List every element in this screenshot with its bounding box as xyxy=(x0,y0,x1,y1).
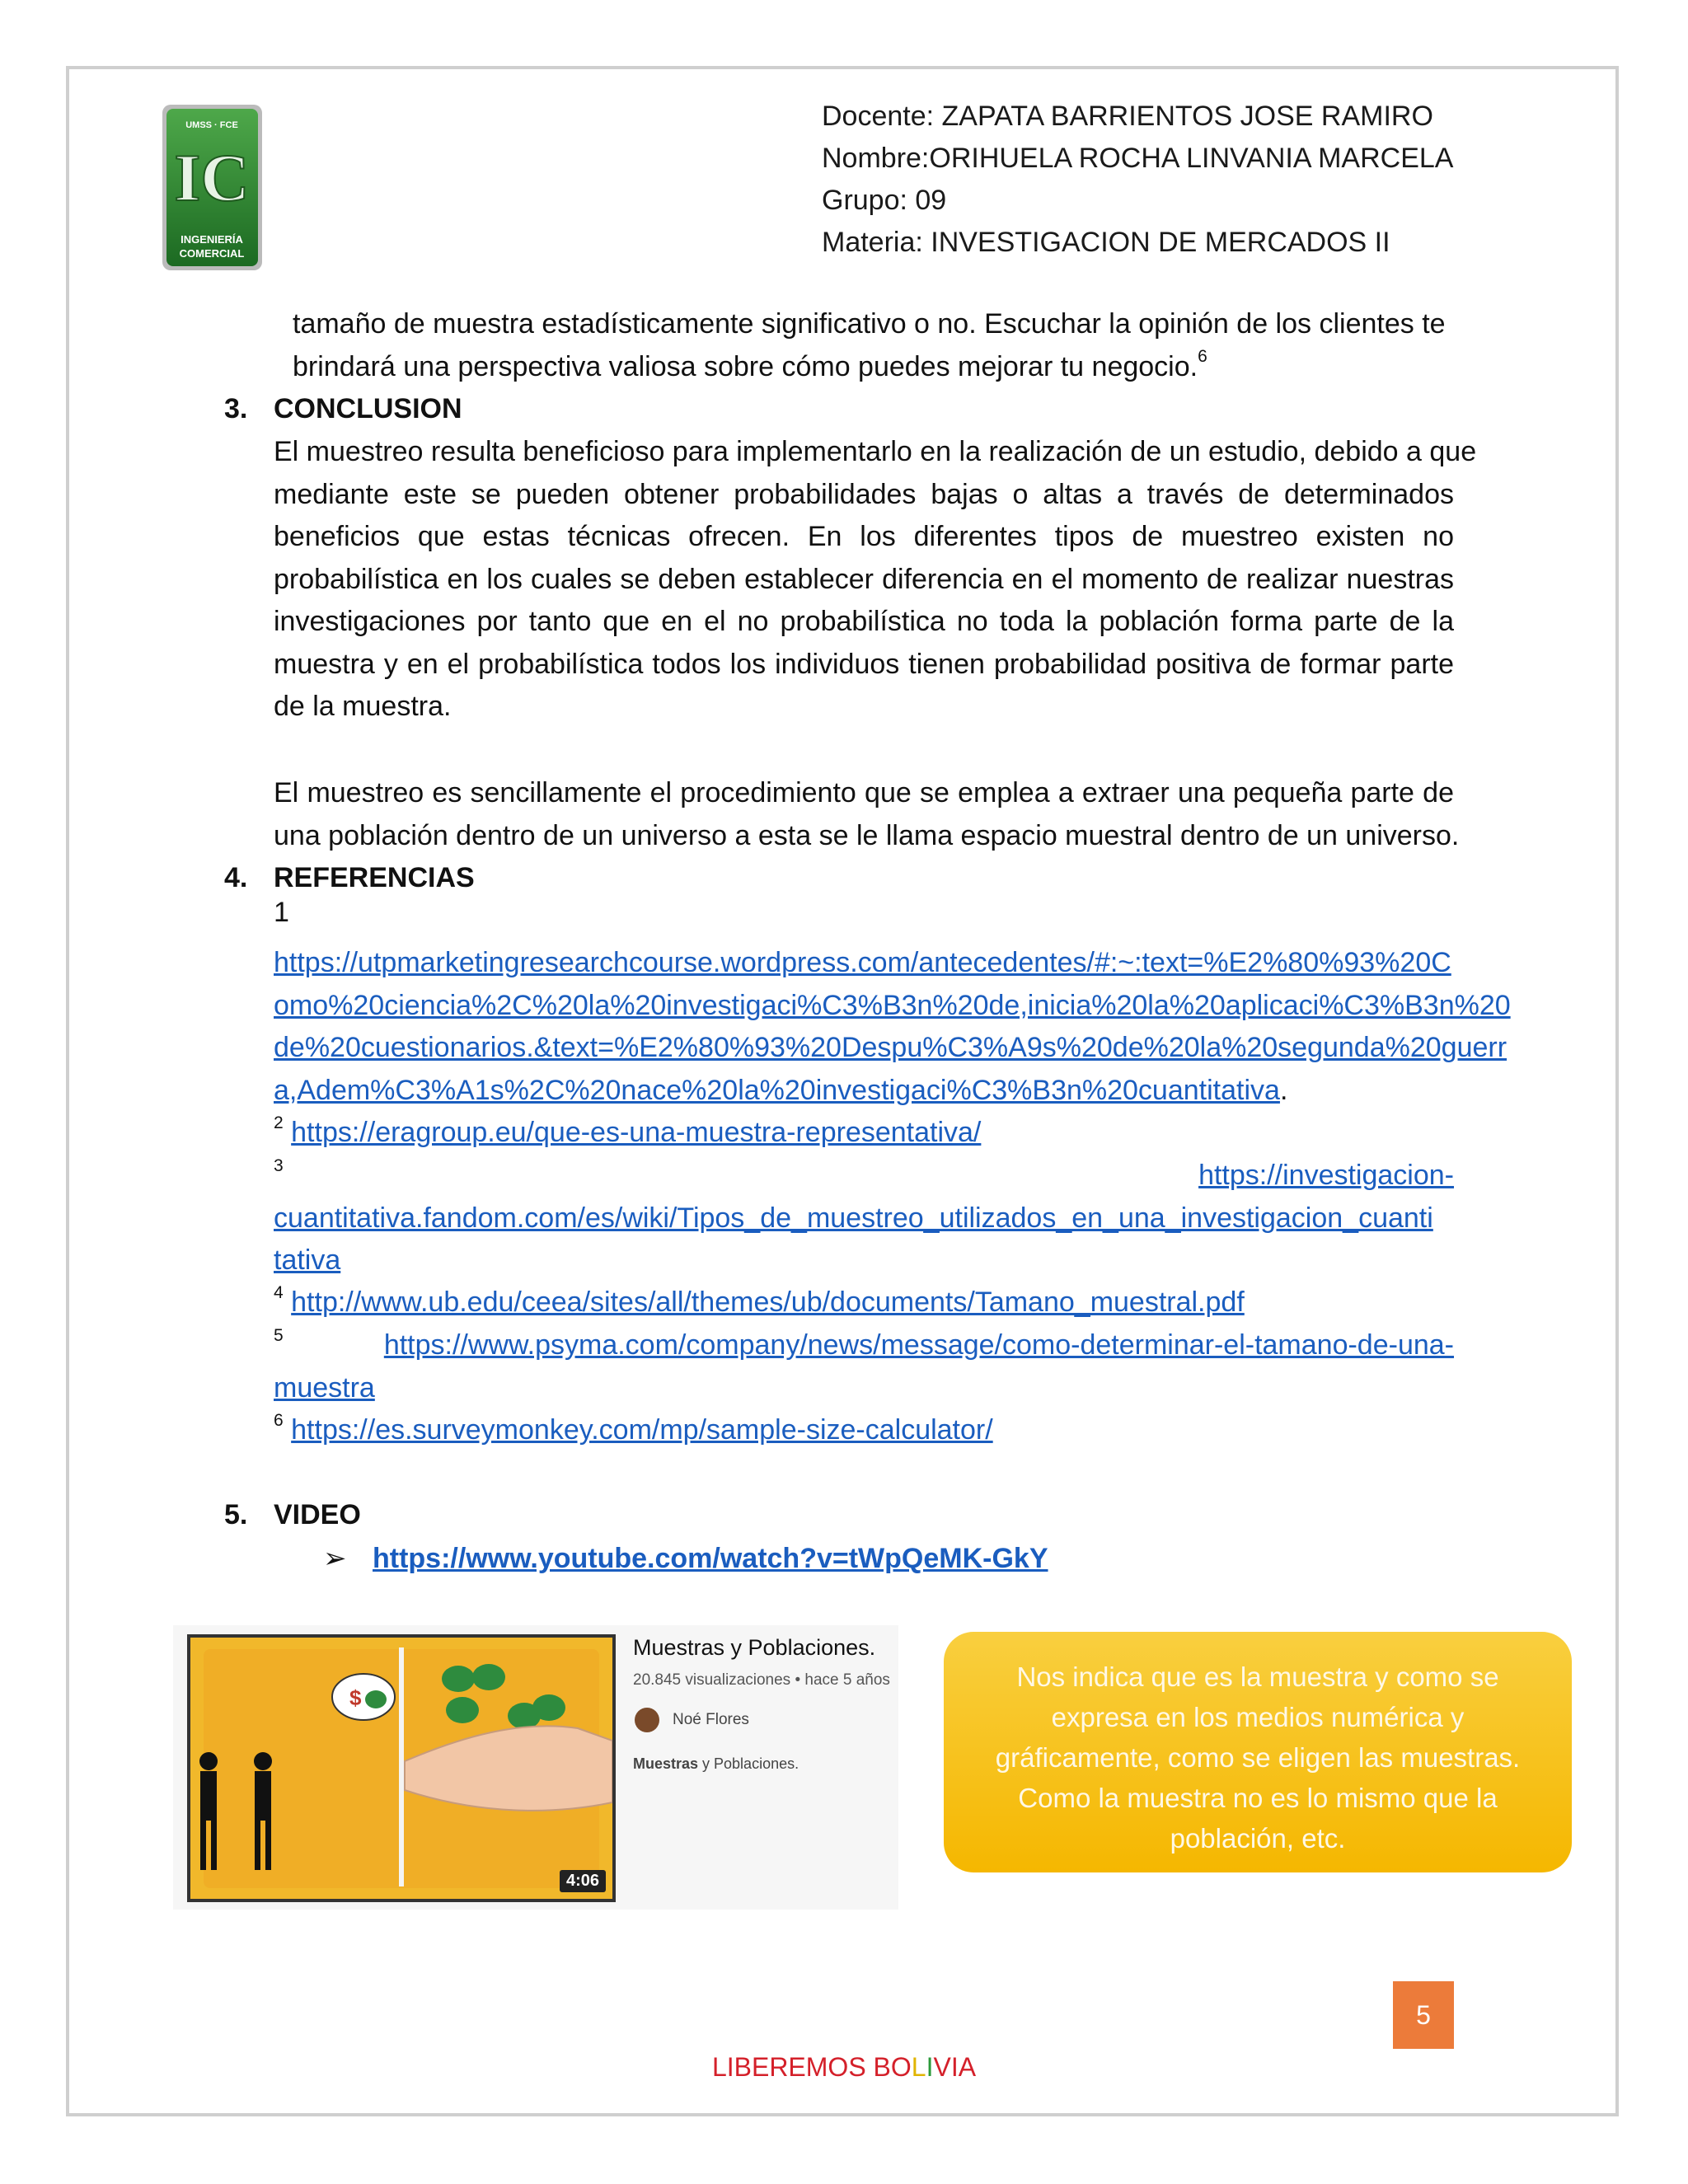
video-description xyxy=(633,1755,799,1773)
footer-part: L xyxy=(911,2052,926,2082)
video-description-bold: Muestras xyxy=(633,1755,699,1772)
ref-2-number: 2 xyxy=(274,1113,284,1132)
section-number: 5. xyxy=(224,1499,248,1530)
conclusion-paragraph-2 xyxy=(274,772,1460,857)
ref-1-link-line[interactable]: a,Adem%C3%A1s%2C%20nace%20la%20investigaci%C3%B3n%20cuantitativa xyxy=(274,1074,1280,1106)
ingenieria-comercial-logo xyxy=(161,103,264,272)
video-link-item xyxy=(323,1538,1048,1580)
ref-1-number: 1 xyxy=(274,897,289,928)
conclusion-p1-line: beneficios que estas técnicas ofrecen. En los diferentes tipos de muestreo existen no xyxy=(274,521,1454,552)
section-title: VIDEO xyxy=(274,1499,361,1530)
section-conclusion-heading xyxy=(224,388,462,430)
ref-2-link[interactable]: https://eragroup.eu/que-es-una-muestra-representativa/ xyxy=(291,1117,982,1148)
logo-bottom-text-1: INGENIERÍA xyxy=(181,233,243,246)
section-title: CONCLUSION xyxy=(274,393,462,424)
ref-1-trail: . xyxy=(1279,1074,1288,1106)
header-docente: Docente: ZAPATA BARRIENTOS JOSE RAMIRO xyxy=(822,101,1433,132)
ref-2 xyxy=(274,1112,1454,1155)
arrow-bullet-icon: ➢ xyxy=(323,1543,347,1574)
section-title: REFERENCIAS xyxy=(274,862,475,893)
footer-slogan xyxy=(0,2052,1688,2083)
ref-3-link-line[interactable]: https://investigacion- xyxy=(1198,1160,1454,1191)
channel-name[interactable]: Noé Flores xyxy=(673,1711,749,1728)
ref-6 xyxy=(274,1409,1454,1452)
intro-line-2: brindará una perspectiva valiosa sobre cómo puedes mejorar tu negocio. xyxy=(293,350,1198,382)
ref-1 xyxy=(274,942,1511,1112)
conclusion-p2-line: El muestreo es sencillamente el procedimiento que se emplea a extraer una pequeña parte de xyxy=(274,777,1454,808)
video-duration: 4:06 xyxy=(560,1870,606,1892)
video-meta: 20.845 visualizaciones • hace 5 años xyxy=(633,1671,890,1689)
video-thumbnail[interactable] xyxy=(187,1634,616,1902)
ref-3-number: 3 xyxy=(274,1155,284,1175)
header-nombre: Nombre:ORIHUELA ROCHA LINVANIA MARCELA xyxy=(822,143,1454,174)
section-referencias-heading xyxy=(224,857,475,899)
intro-line-1: tamaño de muestra estadísticamente significativo o no. Escuchar la opinión de los clientes te xyxy=(293,308,1446,340)
ref-6-link[interactable]: https://es.surveymonkey.com/mp/sample-size-calculator/ xyxy=(291,1414,993,1446)
thumbnail-illustration xyxy=(190,1638,612,1899)
logo-top-text: UMSS · FCE xyxy=(185,120,238,130)
channel-avatar[interactable] xyxy=(635,1708,659,1732)
ref-5-link-line[interactable]: muestra xyxy=(274,1371,375,1404)
conclusion-paragraph-1 xyxy=(274,431,1477,729)
ref-1-link-line[interactable]: de%20cuestionarios.&text=%E2%80%93%20Despu%C3%A9s%20de%20la%20segunda%20guerr xyxy=(274,1032,1507,1063)
ref-3-link-line[interactable]: tativa xyxy=(274,1244,341,1276)
ref-4-link[interactable]: http://www.ub.edu/ceea/sites/all/themes/ub/documents/Tamano_muestral.pdf xyxy=(291,1286,1245,1318)
footer-part: I xyxy=(926,2052,934,2082)
logo-letters: IC xyxy=(174,140,250,215)
logo-bottom-text-2: COMERCIAL xyxy=(179,247,245,260)
conclusion-p1-line: muestra y en el probabilística todos los individuos tienen probabilidad positiva de formar parte xyxy=(274,648,1454,680)
ref-3 xyxy=(274,1155,1454,1282)
ref-5-link-line[interactable]: https://www.psyma.com/company/news/message/como-determinar-el-tamano-de-una- xyxy=(383,1329,1454,1361)
ref-5-number: 5 xyxy=(274,1325,284,1345)
ref-5 xyxy=(274,1324,1454,1409)
ref-1-link-line[interactable]: https://utpmarketingresearchcourse.wordpress.com/antecedentes/#:~:text=%E2%80%93%20C xyxy=(274,947,1451,978)
intro-footnote-ref[interactable]: 6 xyxy=(1198,347,1207,367)
section-video-heading xyxy=(224,1494,361,1536)
video-title[interactable]: Muestras y Poblaciones. xyxy=(633,1635,876,1660)
conclusion-p1-line: mediante este se pueden obtener probabilidades bajas o altas a través de determinados xyxy=(274,478,1454,510)
ref-4 xyxy=(274,1282,1454,1324)
conclusion-p1-line: probabilística en los cuales se deben establecer diferencia en el momento de realizar nuestras xyxy=(274,563,1454,595)
intro-paragraph xyxy=(293,303,1455,388)
video-summary-callout: Nos indica que es la muestra y como se expresa en los medios numérica y gráficamente, como se eligen las muestras. Como la muestra no es lo mismo que la población, etc. xyxy=(944,1632,1572,1872)
page-number: 5 xyxy=(1393,1981,1454,2049)
header-grupo: Grupo: 09 xyxy=(822,185,947,216)
footer-part: LIBEREMOS BO xyxy=(711,2052,912,2082)
conclusion-p2-line: una población dentro de un universo a esta se le llama espacio muestral dentro de un universo. xyxy=(274,819,1460,851)
video-description-rest: y Poblaciones. xyxy=(698,1755,799,1772)
ref-1-link-line[interactable]: omo%20ciencia%2C%20la%20investigaci%C3%B3n%20de,inicia%20la%20aplicaci%C3%B3n%20 xyxy=(274,989,1511,1021)
section-number: 3. xyxy=(224,393,248,424)
price-symbol: $ xyxy=(349,1685,362,1710)
footer-part: VIA xyxy=(933,2052,977,2082)
ref-4-number: 4 xyxy=(274,1282,284,1302)
header-materia: Materia: INVESTIGACION DE MERCADOS II xyxy=(822,227,1390,258)
video-link[interactable]: https://www.youtube.com/watch?v=tWpQeMK-GkY xyxy=(373,1543,1048,1574)
conclusion-p1-line: El muestreo resulta beneficioso para implementarlo en la realización de un estudio, debido a que xyxy=(274,436,1477,467)
document-header xyxy=(822,96,1564,264)
ref-3-link-line[interactable]: cuantitativa.fandom.com/es/wiki/Tipos_de_muestreo_utilizados_en_una_investigacion_cuanti xyxy=(274,1202,1433,1234)
section-number: 4. xyxy=(224,862,248,893)
conclusion-p1-line: investigaciones por tanto que en el no probabilística no toda la población forma parte de la xyxy=(274,606,1454,637)
video-preview-card[interactable] xyxy=(173,1625,898,1910)
conclusion-p1-line: de la muestra. xyxy=(274,691,452,722)
ref-6-number: 6 xyxy=(274,1410,284,1430)
